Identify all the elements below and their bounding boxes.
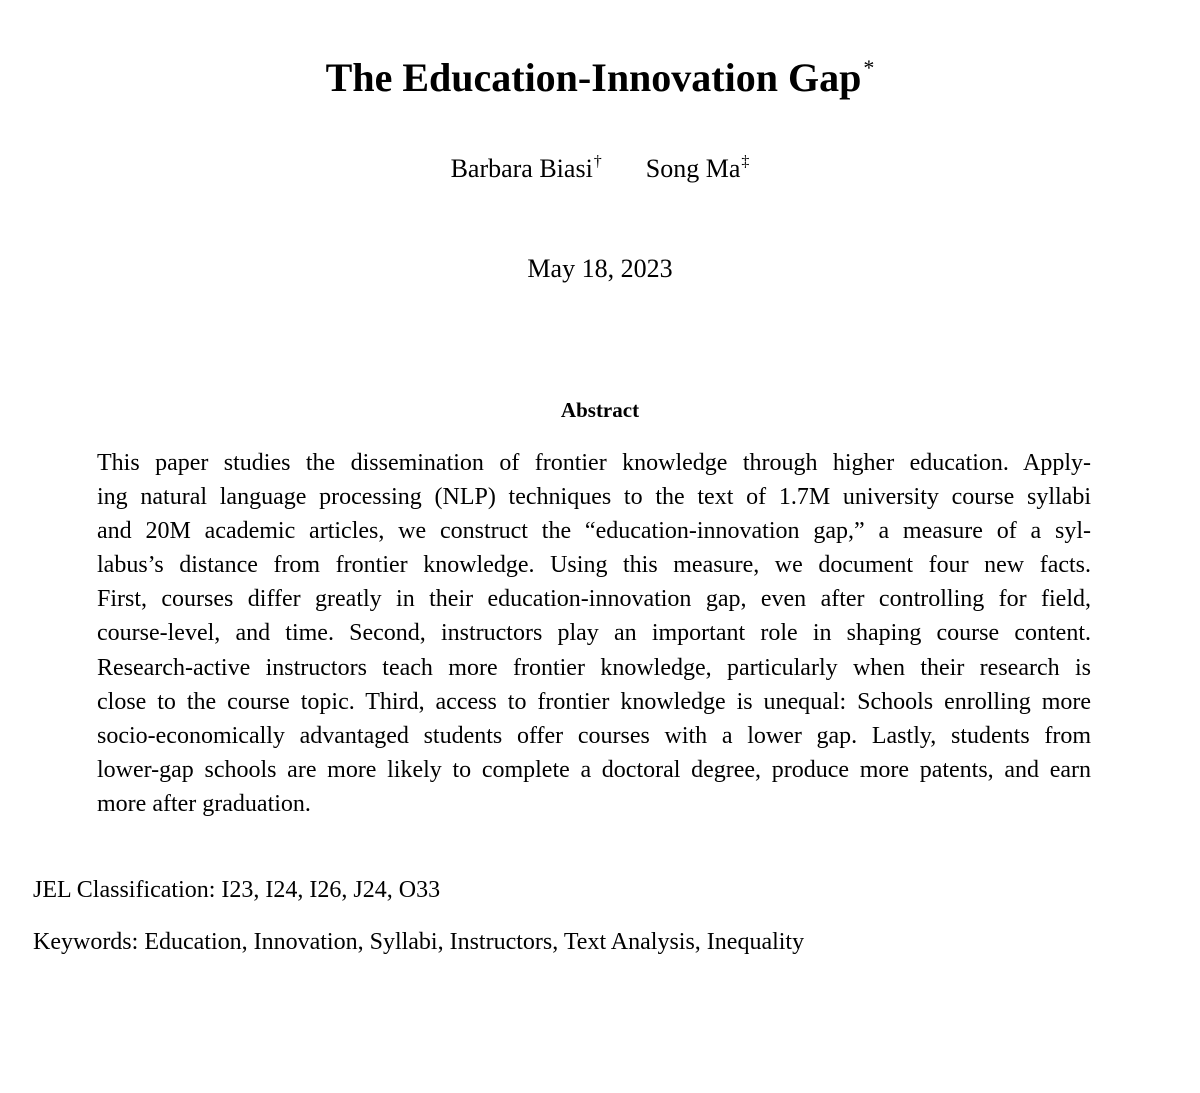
author-footnote-mark[interactable]: † — [593, 153, 602, 170]
paper-title — [0, 42, 1200, 104]
abstract-line: socio-economically advantaged students offer courses with a lower gap. Lastly, students from — [97, 722, 1091, 749]
title-footnote-mark[interactable]: * — [863, 55, 875, 80]
author-name: Song Ma — [645, 154, 741, 183]
author-2 — [646, 144, 750, 187]
publication-date: May 18, 2023 — [527, 254, 673, 283]
keywords: Keywords: Education, Innovation, Syllabi, Instructors, Text Analysis, Inequality — [33, 929, 805, 955]
abstract-line: lower-gap schools are more likely to complete a doctoral degree, produce more patents, and earn — [97, 756, 1091, 783]
abstract-body — [97, 446, 1091, 821]
abstract-heading: Abstract — [560, 398, 640, 422]
abstract-line: This paper studies the dissemination of frontier knowledge through higher education. Apply- — [97, 450, 1091, 476]
author-1 — [451, 144, 602, 187]
author-list — [0, 144, 1200, 187]
abstract-line: more after graduation. — [97, 790, 311, 817]
author-footnote-mark[interactable]: ‡ — [741, 153, 750, 170]
author-name: Barbara Biasi — [450, 154, 593, 183]
abstract-line: First, courses differ greatly in their education-innovation gap, even after controlling for field, — [97, 586, 1091, 613]
abstract-line: ing natural language processing (NLP) techniques to the text of 1.7M university course syllabi — [97, 484, 1091, 511]
abstract-line: labus’s distance from frontier knowledge. Using this measure, we document four new facts. — [97, 552, 1091, 579]
abstract-line: close to the course topic. Third, access to frontier knowledge is unequal: Schools enrolling more — [97, 688, 1091, 715]
abstract-line: course-level, and time. Second, instructors play an important role in shaping course content. — [97, 620, 1091, 647]
jel-classification: JEL Classification: I23, I24, I26, J24, O33 — [33, 877, 441, 903]
abstract-line: Research-active instructors teach more frontier knowledge, particularly when their research is — [97, 654, 1091, 681]
abstract-line: and 20M academic articles, we construct the “education-innovation gap,” a measure of a syl- — [97, 518, 1091, 545]
paper-title-text: The Education-Innovation Gap — [325, 55, 862, 100]
